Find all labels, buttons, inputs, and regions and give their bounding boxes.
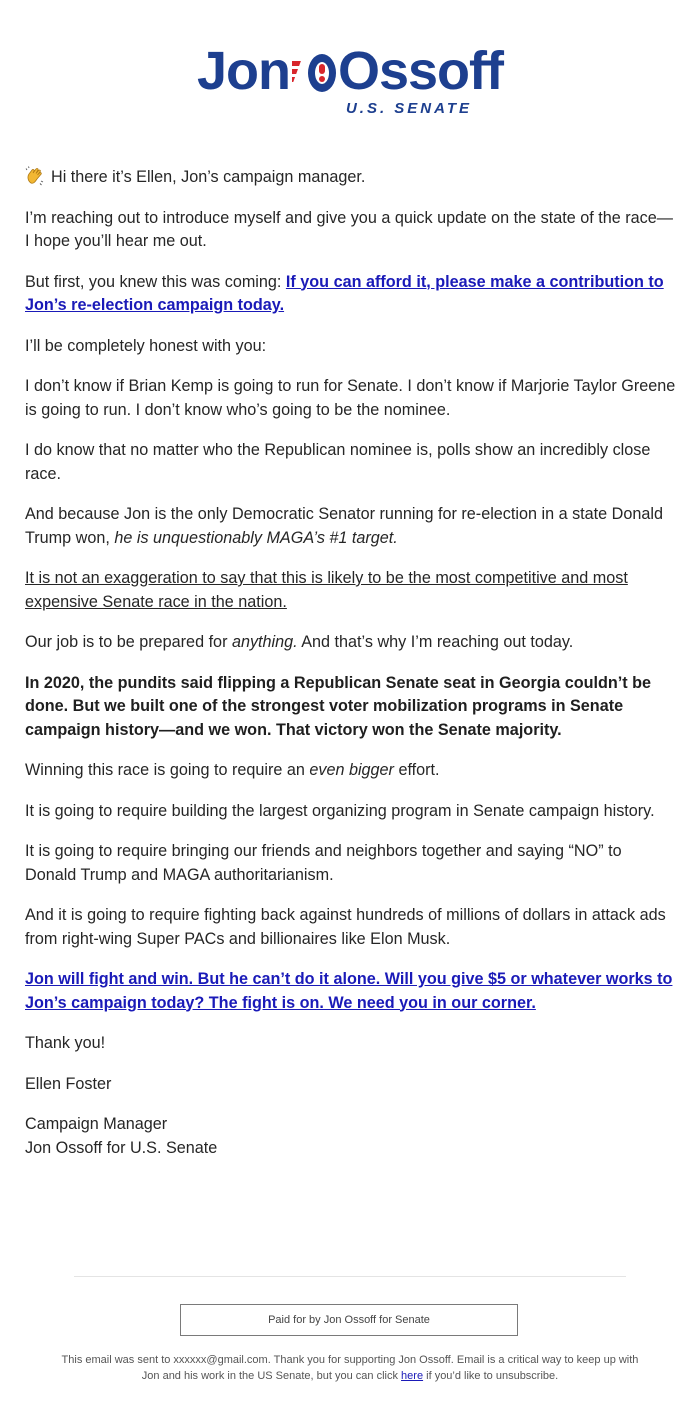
paragraph-effort-emphasis: even bigger: [309, 761, 394, 779]
campaign-logo: [0, 41, 700, 117]
paragraph-cta: [25, 968, 677, 1015]
paragraph-target: [25, 503, 677, 550]
footer-text: This email was sent to xxxxxx@gmail.com. Thank you for supporting Jon Ossoff. Email is a critical way to keep up with Jon and his work in the US Senate, but you can click: [61, 1354, 639, 1382]
paragraph-target-text: And because Jon is the only Democratic Senator running for re-election in a state Donald Trump won,: [25, 505, 663, 547]
paragraph-honest: I’ll be completely honest with you:: [25, 336, 267, 355]
flag-o-logo-icon: [292, 47, 338, 95]
paragraph-effort: [25, 759, 677, 783]
email-body: [25, 166, 677, 1177]
footer-disclaimer: [60, 1352, 640, 1384]
paragraph-polls: I do know that no matter who the Republican nominee is, polls show an incredibly close race.: [25, 441, 651, 483]
footer-divider: [74, 1276, 626, 1277]
unsubscribe-link[interactable]: here: [401, 1370, 424, 1382]
signature-org: Jon Ossoff for U.S. Senate: [25, 1138, 218, 1157]
paragraph-prepared: [25, 631, 677, 655]
thanks-line: Thank you!: [25, 1034, 106, 1052]
paragraph-effort-text: Winning this race is going to require an: [25, 761, 310, 779]
signature-name: Ellen Foster: [25, 1074, 112, 1093]
paragraph-prepared-text: Our job is to be prepared for: [25, 633, 232, 651]
paragraph-intro: I’m reaching out to introduce myself and give you a quick update on the state of the race—I hope you’ll hear me out.: [25, 208, 673, 250]
waving-hand-icon: [25, 166, 45, 186]
paragraph-attack-ads: And it is going to require fighting back against hundreds of millions of dollars in attack ads from right-wing Super PACs and billionaires like Elon Musk.: [25, 906, 666, 948]
logo-name-left: Jon: [196, 41, 290, 101]
paragraph-2020: In 2020, the pundits said flipping a Republican Senate seat in Georgia couldn’t be done. But we built one of the strongest voter mobilization programs in Senate campaign history—and we won. That victory won the Senate majority.: [25, 673, 652, 739]
paid-for-box: Paid for by Jon Ossoff for Senate: [180, 1304, 518, 1336]
paragraph-organizing: It is going to require building the largest organizing program in Senate campaign history.: [25, 801, 655, 820]
paragraph-ask-text: But first, you knew this was coming:: [25, 272, 286, 291]
greeting-text: Hi there it’s Ellen, Jon’s campaign manager.: [51, 168, 366, 186]
logo-subtitle: U.S. SENATE: [345, 100, 473, 117]
paragraph-prepared-suffix: And that’s why I’m reaching out today.: [297, 633, 574, 651]
logo-name-right: Ossoff: [337, 41, 504, 101]
paragraph-ask: [25, 271, 677, 318]
give-five-link[interactable]: Jon will fight and win. But he can’t do it alone. Will you give $5 or whatever works to Jon’s campaign today? The fight is on. We need you in our corner.: [25, 970, 673, 1012]
paragraph-nominee: I don’t know if Brian Kemp is going to run for Senate. I don’t know if Marjorie Taylor Greene is going to run. I don’t know who’s going to be the nominee.: [25, 377, 676, 419]
paragraph-neighbors: It is going to require bringing our friends and neighbors together and saying “NO” to Donald Trump and MAGA authoritarianism.: [25, 842, 622, 884]
paragraph-competitive: It is not an exaggeration to say that this is likely to be the most competitive and most expensive Senate race in the nation.: [25, 569, 628, 611]
paragraph-target-emphasis: he is unquestionably MAGA’s #1 target.: [114, 528, 398, 547]
signature-title: Campaign Manager: [25, 1115, 168, 1133]
signature-block: [25, 1113, 677, 1160]
footer-text-suffix: if you’d like to unsubscribe.: [423, 1370, 559, 1382]
logo-wordmark: [196, 41, 504, 101]
paragraph-prepared-emphasis: anything.: [231, 633, 298, 651]
greeting: [25, 166, 677, 190]
paragraph-effort-suffix: effort.: [393, 761, 440, 779]
contribution-link[interactable]: If you can afford it, please make a contribution to Jon’s re-election campaign today.: [25, 272, 664, 314]
